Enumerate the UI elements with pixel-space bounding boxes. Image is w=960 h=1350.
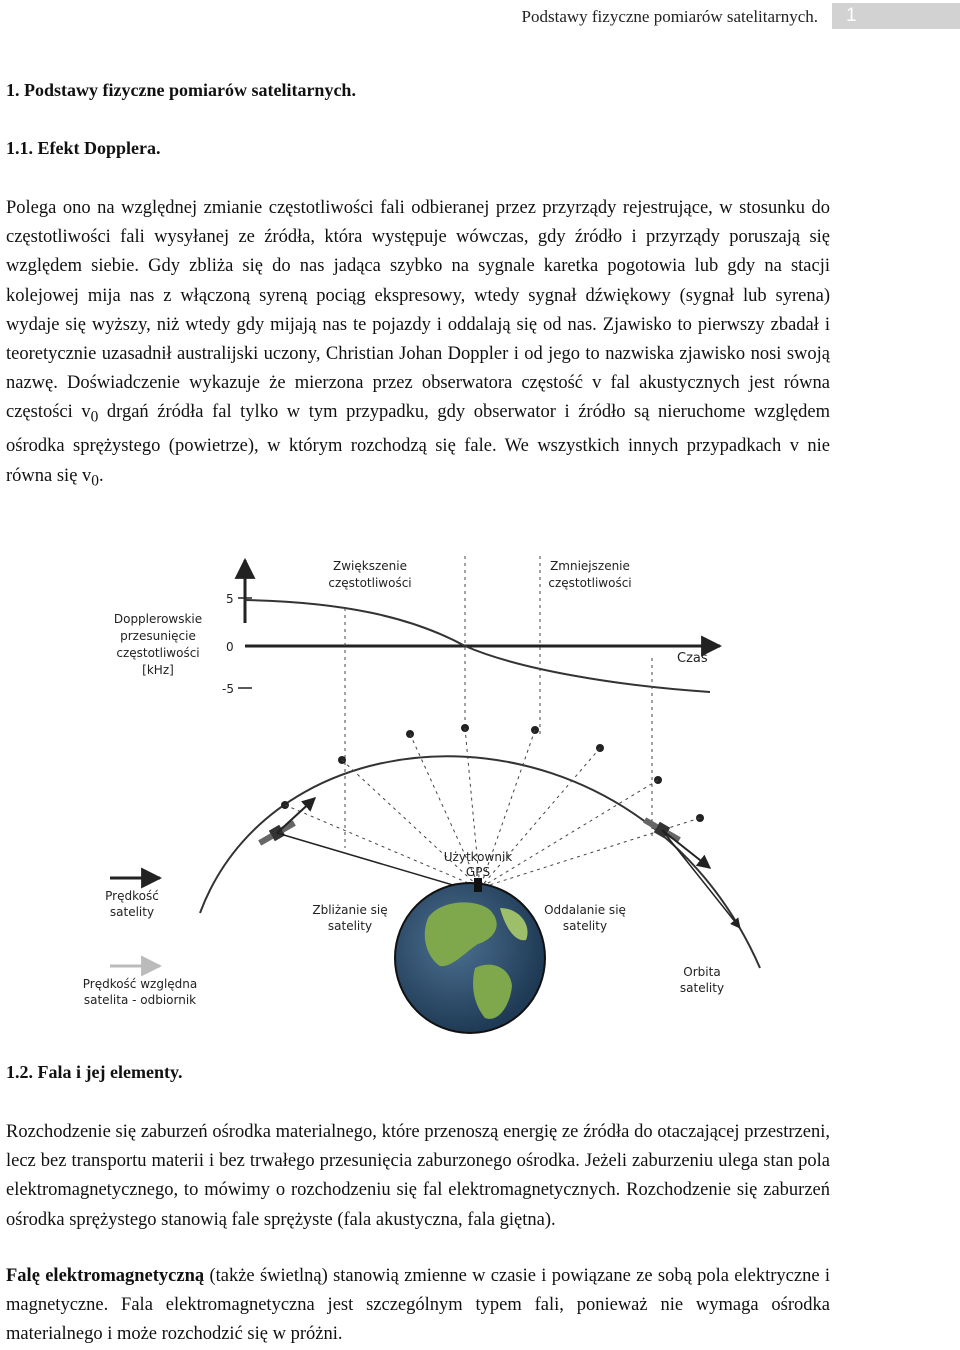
recede-label-2: satelity xyxy=(562,919,608,933)
axis-label-line1: Dopplerowskie xyxy=(113,612,203,626)
section-heading-doppler: 1.1. Efekt Dopplera. xyxy=(6,138,161,158)
section-heading-main: 1. Podstawy fizyczne pomiarów satelitarnych. xyxy=(6,80,356,100)
approach-label-1: Zbliżanie się xyxy=(312,903,388,917)
section-heading-wave: 1.2. Fala i jej elementy. xyxy=(6,1062,183,1082)
doppler-paragraph: Polega ono na względnej zmianie częstotliwości fali odbieranej przez przyrządy rejestrujące, w stosunku do częstotliwości fali wysyłanej ze źródła, która występuje wówczas, gdy źródło i przyrządy poruszają się względem siebie. Gdy zbliża się do nas jadąca szybko na sygnale karetka pogotowia lub gdy na stacji kolejowej mija nas z włączoną syreną pociąg ekspresowy, wtedy sygnał dźwiękowy (sygnał lub syrena) wydaje się wyższy, niż wtedy gdy mijają nas te pojazdy i oddalają się od nas. Zjawisko to pierwszy zbadał i teoretycznie uzasadnił australijski uczony, Christian Johan Doppler i od jego to nazwiska zjawisko nosi swoją nazwę. Doświadczenie wykazuje że mierzona przez obserwatora częstość v fal akustycznych jest równa częstości $v_0$ drgań źródła fal tylko w tym przypadku, gdy obserwator i źródło są nieruchome względem ośrodka sprężystego (powietrze), w którym rozchodzą się fale. We wszystkich innych przypadkach v nie równa się $v_0$. xyxy=(6,198,830,490)
axis-label-line2: przesunięcie xyxy=(120,629,196,643)
label-decrease-1: Zmniejszenie xyxy=(550,559,630,573)
earth-globe xyxy=(395,883,545,1033)
approach-label-2: satelity xyxy=(327,919,373,933)
tick-5: 5 xyxy=(226,592,234,606)
header-title: Podstawy fizyczne pomiarów satelitarnych. xyxy=(521,7,818,26)
legend-sat-speed-1: Prędkość xyxy=(105,889,159,903)
label-increase-1: Zwiększenie xyxy=(333,559,407,573)
label-decrease-2: częstotliwości xyxy=(548,576,632,590)
wave-paragraph: Rozchodzenie się zaburzeń ośrodka materialnego, które przenoszą energię ze źródła do otaczającej przestrzeni, lecz bez transportu materii i bez trwałego przesunięcia zaburzonego ośrodka. Jeżeli zaburzeniu ulega stan pola elektromagnetycznego, to mówimy o rozchodzeniu się fal elektromagnetycznych. Rozchodzenie się zaburzeń ośrodka sprężystego stanowią fale sprężyste (fala akustyczna, fala giętna). xyxy=(6,1122,830,1230)
legend-rel-speed-2: satelita - odbiornik xyxy=(83,993,197,1007)
recede-label-1: Oddalanie się xyxy=(544,903,626,917)
doppler-figure xyxy=(80,548,840,1048)
em-wave-paragraph: Falę elektromagnetyczną (także świetlną) stanowią zmienne w czasie i powiązane ze sobą pola elektryczne i magnetyczne. Fala elektromagnetyczna jest szczególnym typem fali, ponieważ nie wymaga ośrodka materialnego i może rozchodzić się w próżni. xyxy=(6,1266,830,1345)
user-label-1: Użytkownik xyxy=(443,850,513,864)
axis-label-line3: częstotliwości xyxy=(116,646,200,660)
orbit-label-1: Orbita xyxy=(683,965,721,979)
label-increase-2: częstotliwości xyxy=(328,576,412,590)
tick-0: 0 xyxy=(226,640,234,654)
gps-user-marker xyxy=(474,878,482,892)
legend-sat-speed-2: satelity xyxy=(109,905,155,919)
tick-minus-5: -5 xyxy=(222,682,234,696)
user-label-2: GPS xyxy=(465,865,491,879)
time-label: Czas xyxy=(677,651,708,666)
em-wave-term: Falę elektromagnetyczną xyxy=(6,1266,205,1286)
page-header xyxy=(0,0,960,34)
axis-label-line4: [kHz] xyxy=(142,663,174,677)
legend-rel-speed-1: Prędkość względna xyxy=(82,977,198,991)
orbit-label-2: satelity xyxy=(679,981,725,995)
page-number: 1 xyxy=(832,3,960,29)
